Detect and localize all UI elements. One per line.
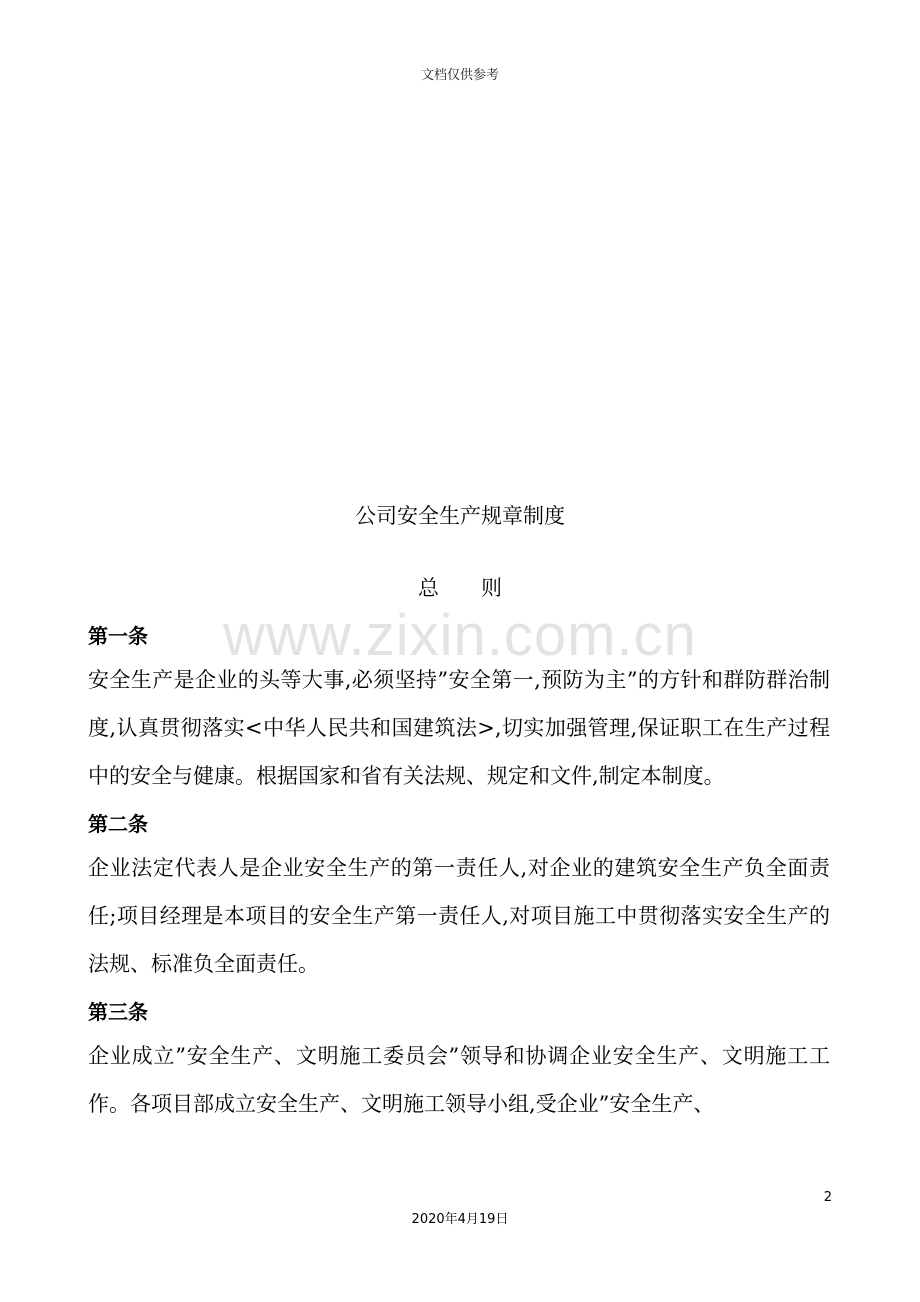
article-heading: 第三条	[88, 1000, 148, 1024]
footer-date: 2020年4月19日	[411, 1212, 509, 1227]
article-1	[88, 616, 830, 800]
document-title: 公司安全生产规章制度	[355, 504, 565, 528]
page-number: 2	[823, 1190, 832, 1205]
article-3	[88, 992, 830, 1128]
article-heading: 第一条	[88, 624, 148, 648]
article-text: 企业法定代表人是企业安全生产的第一责任人,对企业的建筑安全生产负全面责任;项目经理是本项目的安全生产第一责任人,对项目施工中贯彻落实安全生产的法规、标准负全面责任。	[88, 856, 830, 976]
article-text: 安全生产是企业的头等大事,必须坚持”安全第一,预防为主”的方针和群防群治制度,认真贯彻落实<中华人民共和国建筑法>,切实加强管理,保证职工在生产过程中的安全与健康。根据国家和省有关法规、规定和文件,制定本制度。	[88, 668, 830, 788]
article-text: 企业成立”安全生产、文明施工委员会”领导和协调企业安全生产、文明施工工作。各项目部成立安全生产、文明施工领导小组,受企业”安全生产、	[88, 1044, 830, 1116]
section-title: 总 则	[418, 576, 502, 600]
header-note: 文档仅供参考	[420, 68, 499, 83]
watermark: www.zixin.com.cn	[223, 603, 697, 668]
document-body	[88, 616, 830, 1132]
article-2	[88, 804, 830, 988]
article-heading: 第二条	[88, 812, 148, 836]
